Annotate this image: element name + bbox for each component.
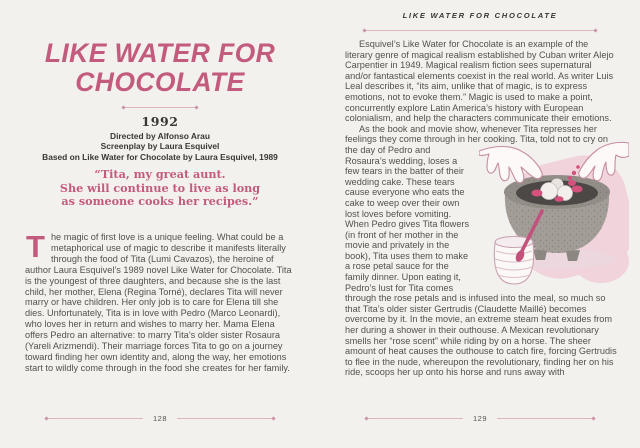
right-page-footer (365, 414, 595, 423)
film-year: 1992 (141, 114, 179, 129)
rule-diamond-icon (593, 28, 597, 32)
chapter-title-line2: CHOCOLATE (75, 67, 245, 97)
credit-directed-by: Directed by Alfonso Arau (110, 131, 210, 141)
credit-screenplay-by: Screenplay by Laura Esquivel (100, 141, 220, 152)
title-divider (122, 106, 198, 109)
right-body-text (345, 39, 617, 378)
footer-diamond-icon (271, 416, 275, 420)
page-number: 129 (473, 414, 488, 423)
running-header-rule (363, 29, 597, 32)
left-page-footer (45, 414, 275, 423)
divider-diamond-icon (121, 105, 125, 109)
chapter-title (8, 39, 312, 97)
footer-diamond-icon (591, 416, 595, 420)
page-number: 128 (153, 414, 168, 423)
molcajete-illustration-svg (479, 137, 629, 289)
film-credits (0, 131, 320, 162)
chapter-title-line1: LIKE WATER FOR (44, 38, 276, 68)
credit-based-on: Based on Like Water for Chocolate by Laura Esquivel, 1989 (42, 151, 278, 162)
divider-diamond-icon (194, 105, 198, 109)
running-header: LIKE WATER FOR CHOCOLATE (402, 11, 558, 20)
right-body-paragraph-2: As the book and movie show, whenever Tita represses her feelings they come through in her cooking. Tita, told not to cry on the day of Pedro and Rosaura’s wedding, loses a few tears in the batter of their wedding cake. These tears cause everyone who eats the cake to weep over their own lost loves before vomiting. When Pedro gives Tita flowers (in front of her mother in the movie and privately in the book), Tita uses them to make a rose petal sauce for the family dinner. Upon eating it, Pedro’s lust for Tita comes through the rose petals and is infused into the meal, so much so that Tita’s older sister Gertrudis (Claudette Maillé) becomes overcome by it. In the movie, an extreme steam heat exudes from her during a shower in their outhouse. A Mexican revolutionary smells her “rose scent” while riding by on a horse. The sheer amount of heat causes the outhouse to catch fire, forcing Gertrudis to flee in the nude, whereupon the revolutionary, finding her on his ride, scoops her up onto his horse and runs away with (345, 124, 617, 378)
molcajete-illustration (479, 124, 629, 290)
footer-diamond-icon (364, 416, 368, 420)
right-page (320, 0, 640, 448)
left-body-paragraph: he magic of first love is a unique feeling. What could be a metaphorical use of magic to describe it manifests literally through the food of Tita (Lumi Cavazos), the heroine of author Laura Esquivel’s 1989 novel Like Water for Chocolate. Tita is the youngest of three daughters, and because she is the last child, her mother, Elena (Regina Torné), declares Tita will never marry or have children. Her only job is to care for Elena till she dies. Unfortunately, Tita is in love with Pedro (Marco Leonardi), who loves her in return and wishes to marry her. Mama Elena offers Pedro an alternative: to marry Tita’s older sister Rosaura (Yareli Arizmendi). Their marriage forces Tita to go on a journey toward finding her own identity and, along the way, her emotions start to wildly come through in the food she creates for her family. (25, 232, 292, 373)
right-body-paragraph-1: Esquivel’s Like Water for Chocolate is an example of the literary genre of magical realism established by Cuban writer Alejo Carpentier in 1949. Magical realism fiction sees supernatural and/or fantastical elements coexist in the real world. As writer Luis Leal describes it, “its aim, unlike that of magic, is to express emotions, not to evoke them.” Magic is used to make a point, concurrently explore Latin America’s history with European colonialism, and help the characters communicate their emotions. (345, 39, 614, 124)
footer-diamond-icon (44, 416, 48, 420)
rule-diamond-icon (362, 28, 366, 32)
left-body-text (25, 229, 297, 374)
drop-cap: T (26, 229, 45, 264)
left-hand (479, 146, 542, 182)
pull-quote: “Tita, my great aunt. She will continue to live as long as someone cooks her recipes.” (59, 167, 261, 209)
